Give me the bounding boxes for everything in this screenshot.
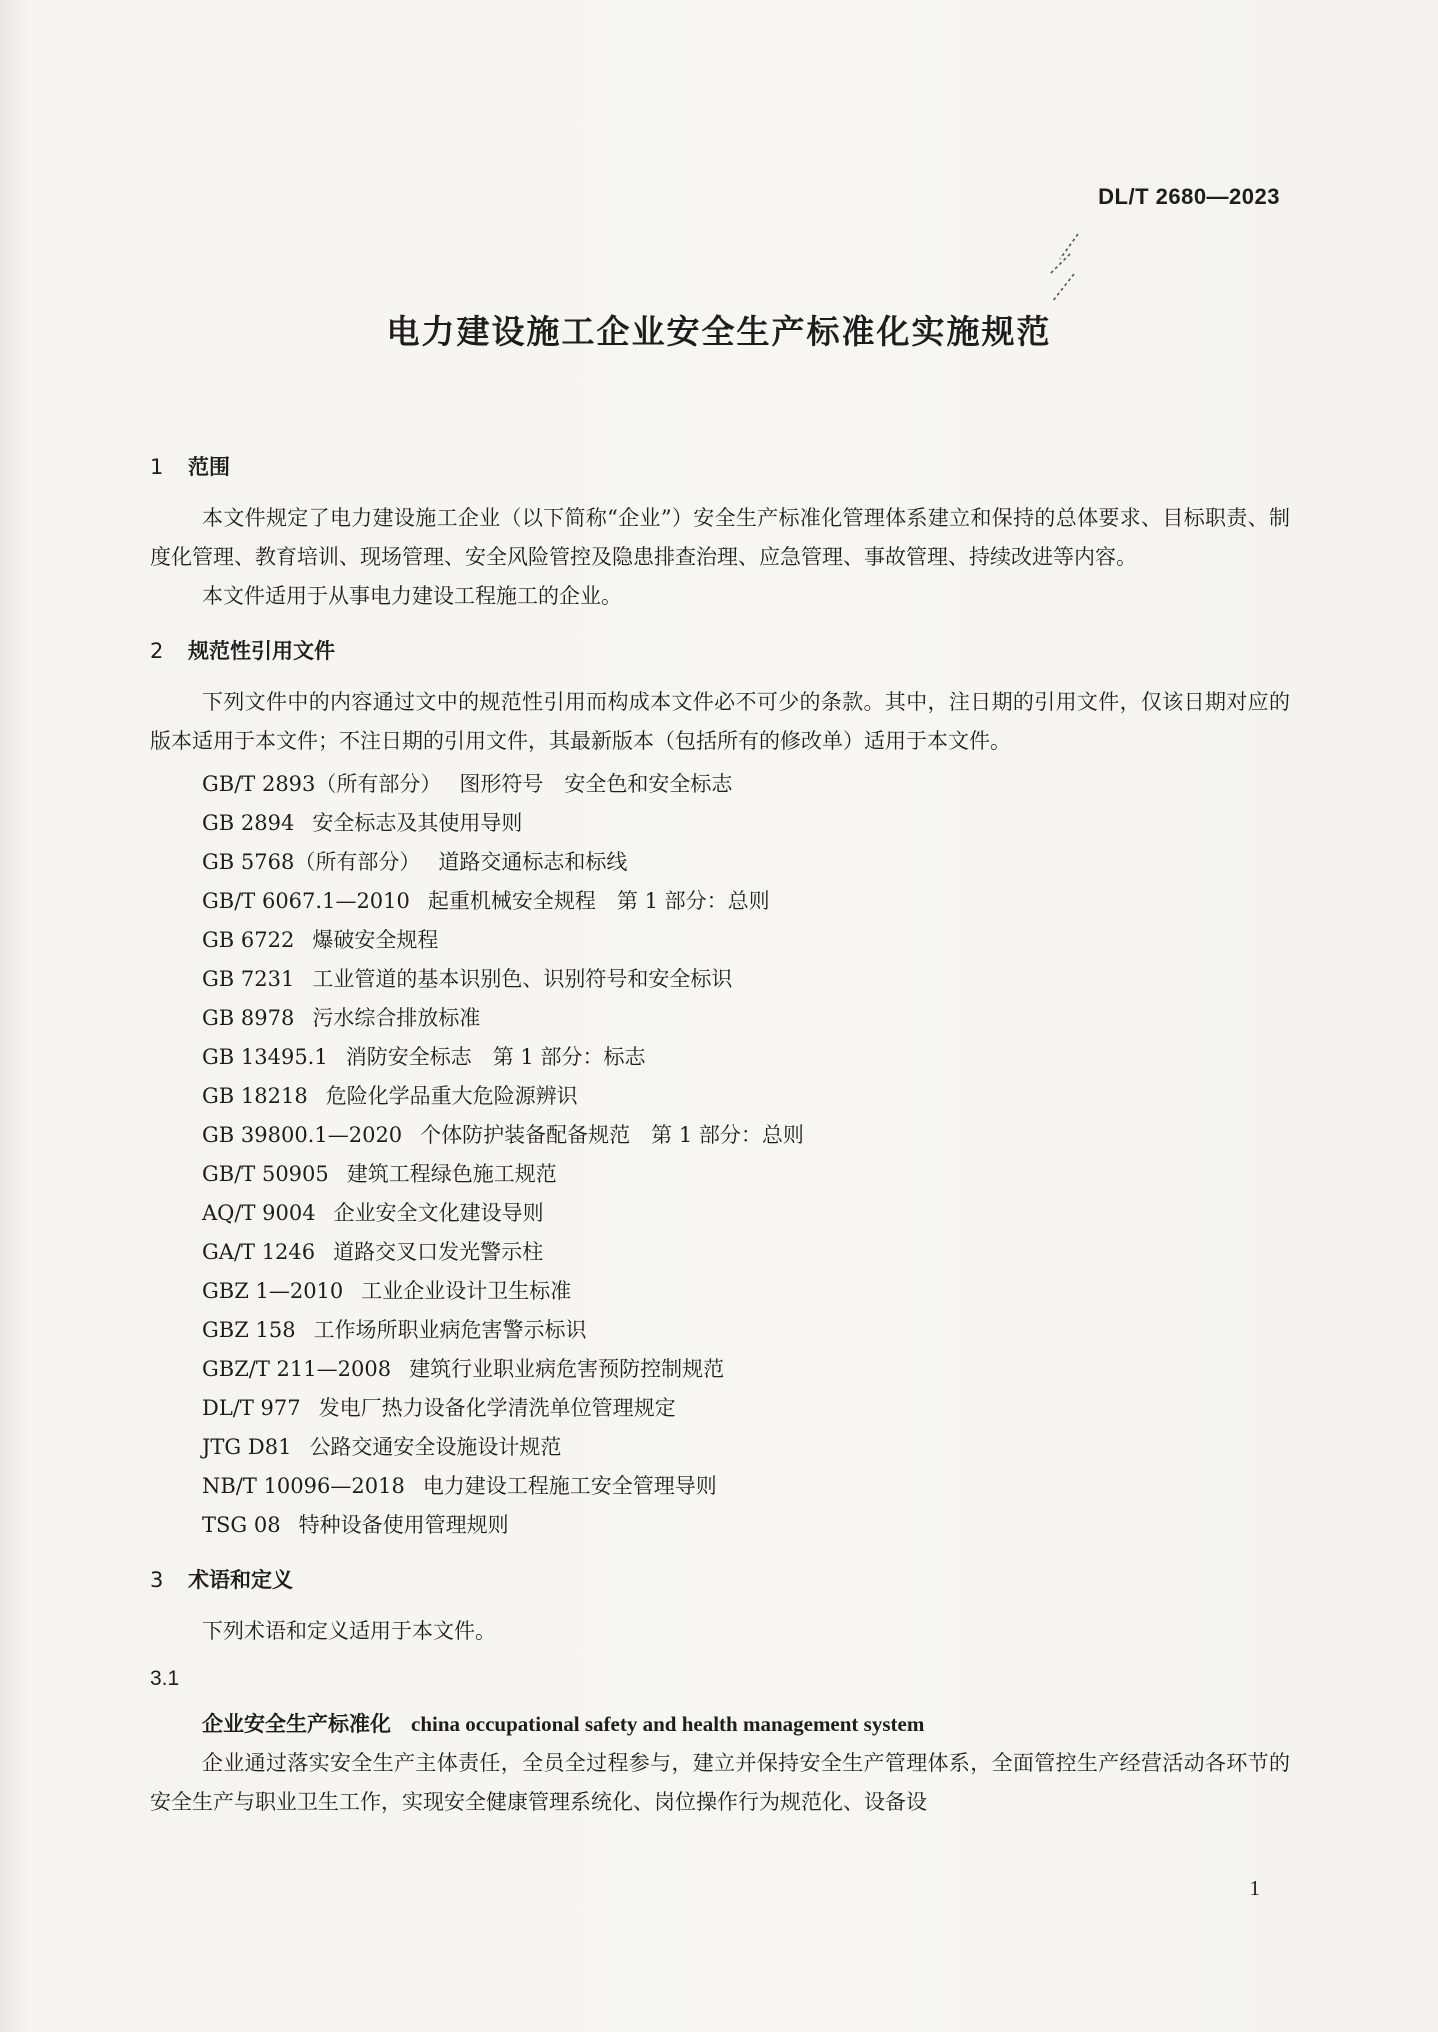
reference-item: GB/T 6067.1—2010 起重机械安全规程 第 1 部分：总则 xyxy=(202,889,770,913)
page-number: 1 xyxy=(1249,1876,1260,1900)
section-number: 1 xyxy=(150,455,164,479)
document-body xyxy=(150,448,1290,1822)
reference-item: GB 8978 污水综合排放标准 xyxy=(202,1006,481,1030)
reference-item: GB 5768（所有部分） 道路交通标志和标线 xyxy=(202,850,628,874)
scope-applicability: 本文件适用于从事电力建设工程施工的企业。 xyxy=(202,584,622,608)
reference-item: DL/T 977 发电厂热力设备化学清洗单位管理规定 xyxy=(202,1396,676,1420)
term-english: china occupational safety and health management system xyxy=(411,1712,925,1736)
section-title: 规范性引用文件 xyxy=(188,639,335,663)
reference-item: NB/T 10096—2018 电力建设工程施工安全管理导则 xyxy=(202,1474,717,1498)
section-heading-scope xyxy=(150,448,1290,487)
standard-code: DL/T 2680—2023 xyxy=(1098,184,1280,209)
reference-item: GB 39800.1—2020 个体防护装备配备规范 第 1 部分：总则 xyxy=(202,1123,804,1147)
term-definition: 企业通过落实安全生产主体责任，全员全过程参与，建立并保持安全生产管理体系，全面管控生产经营活动各环节的安全生产与职业卫生工作，实现安全健康管理系统化、岗位操作行为规范化、设备设 xyxy=(150,1751,1290,1814)
section-heading-terms xyxy=(150,1561,1290,1600)
references-intro: 下列文件中的内容通过文中的规范性引用而构成本文件必不可少的条款。其中，注日期的引用文件，仅该日期对应的版本适用于本文件；不注日期的引用文件，其最新版本（包括所有的修改单）适用于本文件。 xyxy=(150,690,1290,753)
reference-item: GB 18218 危险化学品重大危险源辨识 xyxy=(202,1084,578,1108)
terms-intro: 下列术语和定义适用于本文件。 xyxy=(202,1619,496,1643)
section-title: 术语和定义 xyxy=(188,1568,293,1592)
clause-number: 3.1 xyxy=(150,1667,180,1690)
reference-item: GA/T 1246 道路交叉口发光警示柱 xyxy=(202,1240,544,1264)
reference-item: AQ/T 9004 企业安全文化建设导则 xyxy=(202,1201,544,1225)
section-number: 3 xyxy=(150,1568,164,1592)
reference-list xyxy=(202,765,1290,1545)
section-title: 范围 xyxy=(188,455,230,479)
reference-item: GB 7231 工业管道的基本识别色、识别符号和安全标识 xyxy=(202,967,733,991)
reference-item: GB/T 2893（所有部分） 图形符号 安全色和安全标志 xyxy=(202,772,733,796)
reference-item: GB 2894 安全标志及其使用导则 xyxy=(202,811,523,835)
term-heading xyxy=(202,1704,1290,1744)
section-number: 2 xyxy=(150,639,164,663)
reference-item: GB 6722 爆破安全规程 xyxy=(202,928,439,952)
reference-item: GB 13495.1 消防安全标志 第 1 部分：标志 xyxy=(202,1045,646,1069)
reference-item: GB/T 50905 建筑工程绿色施工规范 xyxy=(202,1162,557,1186)
reference-item: GBZ 158 工作场所职业病危害警示标识 xyxy=(202,1318,587,1342)
reference-item: GBZ/T 211—2008 建筑行业职业病危害预防控制规范 xyxy=(202,1357,725,1381)
section-heading-references xyxy=(150,632,1290,671)
reference-item: JTG D81 公路交通安全设施设计规范 xyxy=(202,1435,562,1459)
scope-paragraph: 本文件规定了电力建设施工企业（以下简称“企业”）安全生产标准化管理体系建立和保持的总体要求、目标职责、制度化管理、教育培训、现场管理、安全风险管控及隐患排查治理、应急管理、事故管理、持续改进等内容。 xyxy=(150,506,1290,569)
term-chinese: 企业安全生产标准化 xyxy=(202,1712,391,1736)
reference-item: TSG 08 特种设备使用管理规则 xyxy=(202,1513,509,1537)
document-title: 电力建设施工企业安全生产标准化实施规范 xyxy=(386,312,1052,351)
reference-item: GBZ 1—2010 工业企业设计卫生标准 xyxy=(202,1279,572,1303)
